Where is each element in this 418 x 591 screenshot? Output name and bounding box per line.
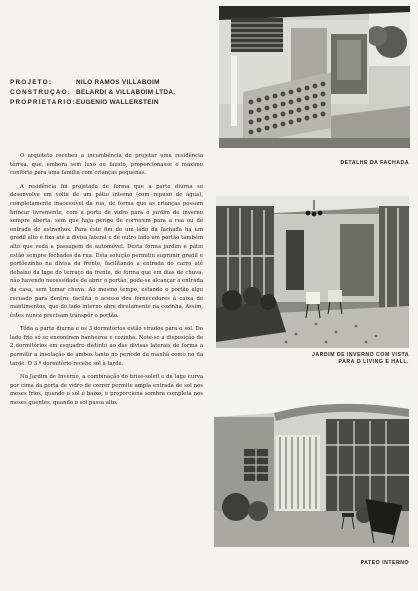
paragraph: O arquiteto recebeu a incumbência de projetar uma residência térrea, que, embora sem luxo ou fausto, proporcionasse o máximo confôrto para uma família com crianças pequenas. [10, 153, 203, 177]
winter-garden-photo [216, 196, 409, 348]
patio-illustration [214, 395, 409, 547]
winter-garden-caption-line: PARA O LIVING E HALL. [338, 359, 409, 365]
credit-label: CONSTRUÇAO: [10, 89, 72, 96]
facade-photo [219, 6, 410, 148]
project-credits [10, 78, 215, 108]
paragraph: A residência foi projetada de forma que a parte diurna se desenvolve em volta de um pátio interno (com repuxo de água), completamente inacessível da rua, de forma que as crianças possam brincar livremente, com a porta de vidro para o jardim de inverno sempre aberta, sem que haja perigo de correrem para a rua ou de entrada de estranhos. Para êste fim de um lado da fachada há um gradil alto e fixo até a divisa lateral e de outro lado um portão também alto que veda a passagem de automóvel. Desta forma jardim e pátio estão sempre fechados da rua. Esta solução permitiu suprimir gradil e portõezinho na divisa da frente, facilitando a entrada do carro até debaixo da lage do terraço da frente, de forma que em dias de chuva, não havendo necessidade de abrir o portão, pode-se alcançar a entrada da casa, sem tomar chuva. Ao mesmo tempo, estando o portão algo recuado para dentro, facilita o acesso dos fornecedores à caixa de mantimentos, que do lado interno abre diretamente na cozinha. Assim, êstes nunca precisam transpôr o portão. [10, 183, 203, 319]
article-body [10, 152, 203, 413]
credit-value: EUGENIO WALLERSTEIN [76, 99, 159, 106]
paragraph: No Jardim de Inverno, a combinação do brise-soleil e da lage curva por cima da porta de vidro de correr permite ampla entrada de sol nos meses frios, quando o sol é baixo, e proporciona sombra completa nos meses quentes, quando o sol passa alto. [10, 374, 203, 407]
credit-row-owner [10, 98, 215, 108]
credit-value: BELARDI & VILLABOIM LTDA. [76, 89, 176, 96]
winter-garden-caption [246, 352, 409, 366]
paragraph: Tôda a parte diurna e os 3 dormitórios estão virados para o sol. Do lado frio só se encontram banheiros e cozinha. Note-se a disposição de 2 dormitórios em esquadro distinto ao das divisas laterais de forma a permitir a insolação de ambos tanto no período da manhã como no da tarde. O 3.º dormitório recebe sol à tarde. [10, 326, 203, 367]
facade-illustration [219, 6, 410, 148]
facade-caption: DETALHE DA FACHADA [340, 160, 409, 166]
credit-label: PROJETO: [10, 79, 53, 86]
credit-value: NILO RAMOS VILLABOIM [76, 79, 160, 86]
credit-label: PROPRIETARIO: [10, 99, 76, 106]
winter-garden-illustration [216, 196, 409, 348]
credit-row-construction [10, 88, 215, 98]
patio-caption: PATEO INTERNO [360, 560, 409, 566]
winter-garden-caption-line: JARDIM DE INVERNO COM VISTA [312, 352, 409, 358]
patio-photo [214, 395, 409, 547]
credit-row-project [10, 78, 215, 88]
